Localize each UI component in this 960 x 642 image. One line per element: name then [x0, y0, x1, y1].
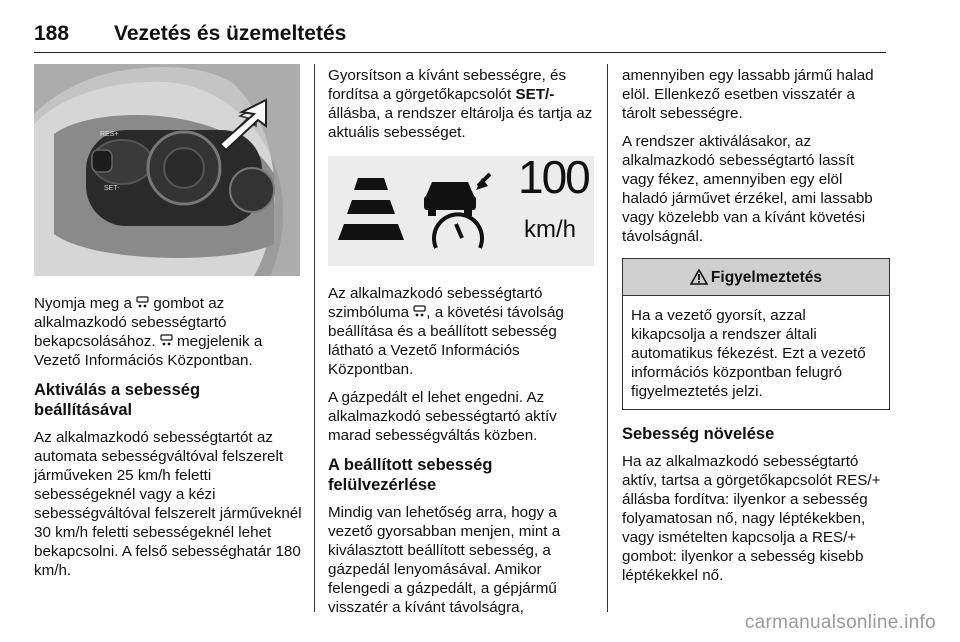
- page-header: [34, 22, 886, 53]
- warning-body: [623, 296, 889, 409]
- text-run: , a követési távolság beállítása és a beállított sebesség látható a Vezető Információs Központban.: [328, 304, 564, 378]
- warning-title: Figyelmeztetés: [710, 268, 823, 286]
- section-heading: A beállított sebesség felülvezérlése: [328, 456, 493, 494]
- set-label: SET-: [104, 185, 120, 192]
- steering-wheel-controls-photo: [34, 64, 300, 276]
- column-divider: [314, 64, 315, 612]
- text-run-bold: SET/-: [515, 86, 555, 103]
- text-run: Gyorsítson a kívánt sebességre, és fordítsa a görgetőkapcsolót: [328, 67, 567, 103]
- column-2: [328, 64, 594, 626]
- column-1: [34, 64, 302, 589]
- paragraph: Az alkalmazkodó sebességtartót az automata sebességváltóval felszerelt járműveken 25 km/h feletti sebességeknél vagy a kézi sebességváltóval felszerelt járműveknél 30 km/h feletti sebességeknél lehet bekapcsolni. A felső sebességhatár 180 km/h.: [34, 429, 302, 579]
- text-run: megjelenik a Vezető Információs Központban.: [34, 333, 263, 369]
- warning-triangle-icon: [690, 269, 708, 285]
- warning-box: [622, 258, 890, 410]
- adaptive-cruise-gauge-icon: [424, 174, 490, 248]
- driver-info-display: [328, 151, 594, 266]
- adaptive-cruise-icon: [136, 296, 149, 309]
- page-title: Vezetés és üzemeltetés: [114, 22, 347, 45]
- paragraph: A rendszer aktiválásakor, az alkalmazkodó sebességtartó lassít vagy fékez, amennyiben egy elöl haladó járművet érzékel, ami lassabb vagy közelebb van a kívánt követési távolságnál.: [622, 133, 873, 245]
- section-heading: Aktiválás a sebesség beállításával: [34, 381, 201, 419]
- set-speed-value: 100: [518, 151, 589, 203]
- speed-unit: km/h: [524, 216, 577, 243]
- paragraph: Ha az alkalmazkodó sebességtartó aktív, tartsa a görgetőkapcsolót RES/+ állásba fordítva: ilyenkor a sebesség folyamatosan nő, nagy léptékekben, vagy ismételten kapcsolja a RES/+ gombot: ilyenkor a sebesség kisebb léptékekkel nő.: [622, 453, 881, 584]
- paragraph: A gázpedált el lehet engedni. Az alkalmazkodó sebességtartó aktív marad sebességváltás közben.: [328, 389, 557, 444]
- text-run: Az alkalmazkodó sebességtartó szimbóluma: [328, 285, 543, 321]
- warning-text: Ha a vezető gyorsít, azzal kikapcsolja a rendszer általi automatikus fékezést. Ezt a vezető információs központban felugró figyelmeztetés jelzi.: [631, 307, 866, 400]
- following-distance-icon: [338, 178, 404, 240]
- text-run: gombot az alkalmazkodó sebességtartó bekapcsolásához.: [34, 295, 227, 350]
- res-label: RES+: [100, 131, 119, 138]
- column-divider: [607, 64, 608, 612]
- section-heading: Sebesség növelése: [622, 425, 775, 443]
- warning-header: [623, 259, 889, 296]
- adaptive-cruise-icon: [413, 305, 426, 318]
- text-run: állásba, a rendszer eltárolja és tartja az aktuális sebességet.: [328, 105, 593, 141]
- paragraph: Mindig van lehetőség arra, hogy a vezető gyorsabban menjen, mint a kiválasztott beállított sebesség, a gázpedál lenyomásával. Amikor felengedi a gázpedált, a gépjármű visszatér a kívánt távolságra,: [328, 504, 561, 616]
- steering-wheel-controls-illustration: [34, 64, 300, 276]
- text-run: Nyomja meg a: [34, 295, 137, 312]
- page-number: 188: [34, 22, 70, 45]
- paragraph: amennyiben egy lassabb jármű halad elöl. Ellenkező esetben visszatér a tárolt sebességre.: [622, 67, 874, 122]
- adaptive-cruise-icon: [160, 334, 173, 347]
- column-3: [622, 64, 890, 594]
- watermark: carmanualsonline.info: [744, 612, 936, 633]
